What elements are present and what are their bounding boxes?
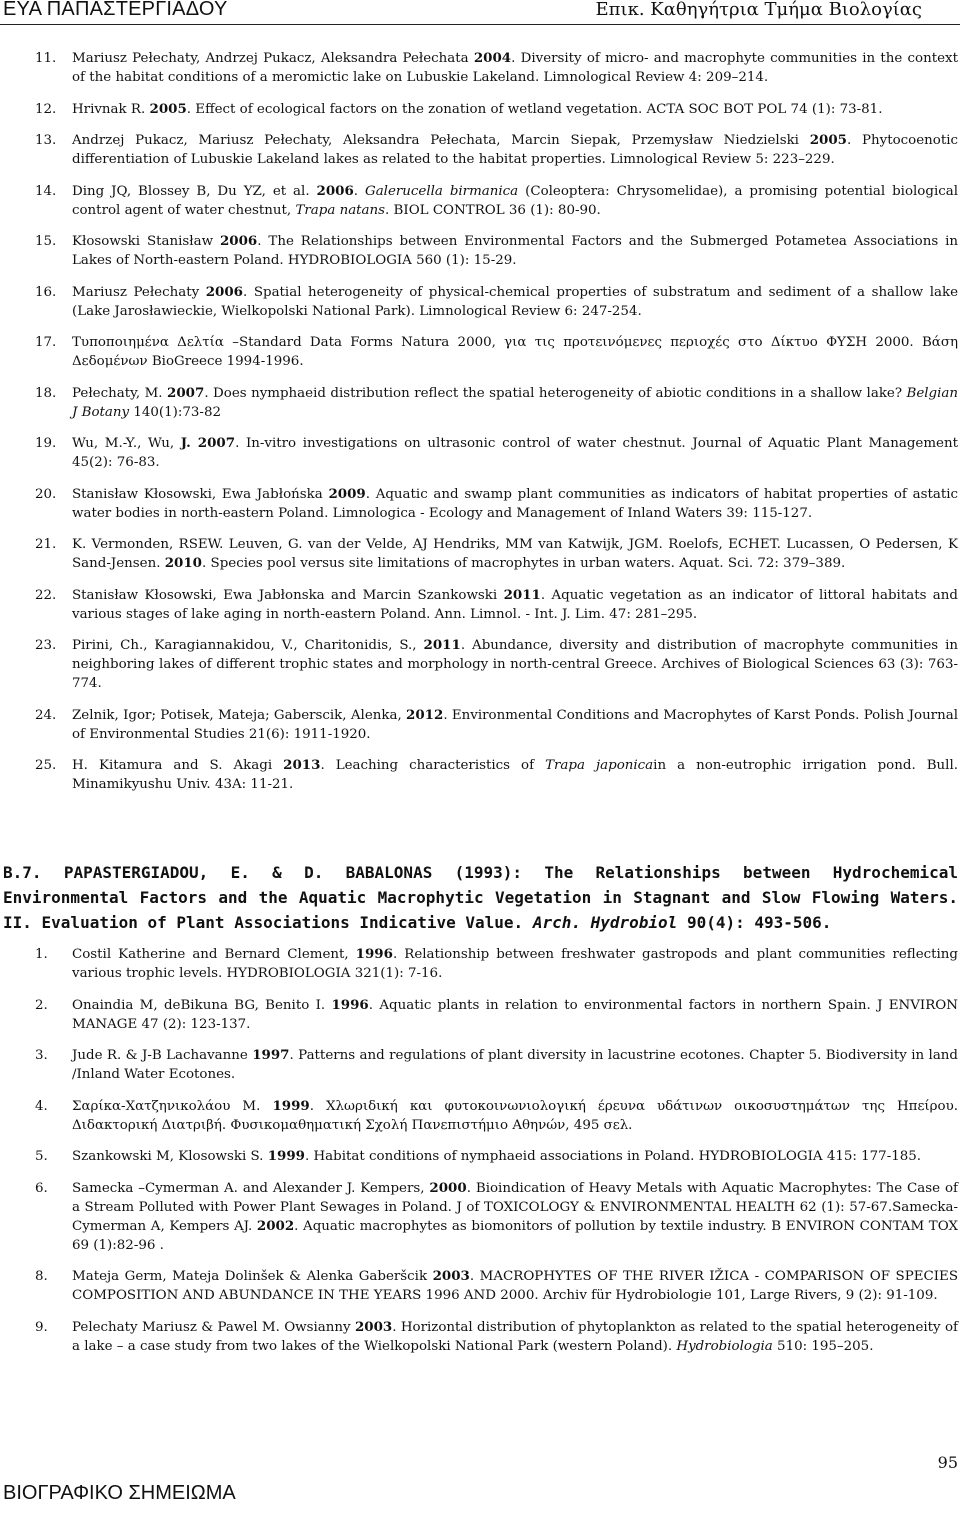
reference-item bbox=[35, 1318, 958, 1356]
reference-item bbox=[35, 283, 958, 321]
reference-number: 21. bbox=[35, 537, 57, 552]
ref-text: . Relationship between freshwater gastropods and plant communities reflecting various trophic levels. HYDROBIOLOGIA 321(1): 7-16. bbox=[72, 947, 958, 981]
ref-text: Pirini, Ch., Karagiannakidou, V., Charitonidis, S., bbox=[72, 638, 424, 653]
reference-item bbox=[35, 636, 958, 693]
ref-year: 2009 bbox=[328, 485, 366, 502]
header-author: ΕΥΑ ΠΑΠΑΣΤΕΡΓΙΑΔΟΥ bbox=[3, 0, 228, 20]
ref-text: Hrivnak R. bbox=[72, 101, 150, 117]
reference-item bbox=[35, 131, 958, 169]
reference-item bbox=[35, 1267, 958, 1305]
ref-text: Andrzej Pukacz, Mariusz Pełechaty, Aleksandra Pełechata, Marcin Siepak, Przemysław Niedzielski bbox=[72, 133, 810, 148]
reference-text bbox=[72, 182, 958, 220]
ref-text: B.7. PAPASTERGIADOU, E. & D. BABALONAS (1993): The Relationships between Hydrochemical Environmental Factors and the Aquatic Macrophytic Vegetation in Stagnant and Slow Flowing Waters. II. Evaluation of Plant Associations Indicative Value. bbox=[3, 863, 958, 932]
ref-italic: Galerucella birmanica bbox=[365, 183, 519, 199]
ref-text: . Horizontal distribution of phytoplankton as related to the spatial heterogeneity of a lake – a case study from two lakes of the Wielkopolski National Park (western Poland). bbox=[72, 1319, 958, 1354]
ref-year: 2007 bbox=[167, 384, 205, 401]
ref-text: . bbox=[353, 183, 365, 199]
ref-text: K. Vermonden, RSEW. Leuven, G. van der Velde, AJ Hendriks, MM van Katwijk, JGM. Roelofs, ECHET. Lucassen, O Pedersen, K Sand-Jensen. bbox=[72, 537, 958, 571]
reference-item bbox=[35, 49, 958, 87]
ref-year: 2011 bbox=[503, 586, 541, 603]
ref-text: . Habitat conditions of nymphaeid associations in Poland. HYDROBIOLOGIA 415: 177-185. bbox=[304, 1149, 922, 1164]
reference-text bbox=[72, 232, 958, 270]
ref-text: Costil Katherine and Bernard Clement, bbox=[72, 947, 356, 962]
reference-text bbox=[72, 756, 958, 794]
ref-year: 2011 bbox=[423, 637, 461, 653]
ref-year: 2005 bbox=[149, 100, 187, 117]
ref-italic: Trapa japonica bbox=[545, 758, 654, 773]
ref-text: 140(1):73-82 bbox=[129, 404, 221, 420]
ref-text: . Abundance, diversity and distribution of macrophyte communities in neighboring lakes of different trophic states and morphology in north-central Greece. Archives of Biological Sciences 63 (3): 763-774. bbox=[72, 638, 958, 691]
reference-text bbox=[72, 535, 958, 573]
reference-item bbox=[35, 756, 958, 794]
reference-text bbox=[72, 996, 958, 1034]
ref-text: . MACROPHYTES OF THE RIVER IŽICA - COMPARISON OF SPECIES COMPOSITION AND ABUNDANCE IN THE YEARS 1996 AND 2000. Archiv für Hydrobiologie 101, Large Rivers, 9 (2): 91-109. bbox=[72, 1269, 958, 1303]
ref-text: . Bioindication of Heavy Metals with Aquatic Macrophytes: The Case of a Stream Polluted with Power Plant Sewages in Poland. J of TOXICOLOGY & ENVIRONMENTAL HEALTH 62 (1): 57-67.Samecka-Cymerman A, Kempers AJ. bbox=[72, 1180, 958, 1234]
reference-number: 3. bbox=[35, 1048, 48, 1063]
reference-text bbox=[72, 1097, 958, 1135]
ref-text: Σαρίκα-Χατζηνικολάου Μ. bbox=[72, 1098, 273, 1114]
ref-text: . Aquatic plants in relation to environmental factors in northern Spain. J ENVIRON MANAGE 47 (2): 123-137. bbox=[72, 997, 958, 1032]
ref-year: 2012 bbox=[406, 706, 444, 723]
reference-item bbox=[35, 384, 958, 422]
ref-text: Kłosowski Stanisław bbox=[72, 234, 220, 249]
reference-item bbox=[35, 182, 958, 220]
ref-year: 2010 bbox=[164, 555, 203, 571]
ref-text: . Spatial heterogeneity of physical-chemical properties of substratum and sediment of a shallow lake (Lake Jarosławieckie, Wielkopolski National Park). Limnological Review 6: 247-254. bbox=[72, 284, 959, 319]
ref-year: 1999 bbox=[267, 1148, 305, 1164]
reference-number: 23. bbox=[35, 638, 57, 653]
header-position: Επικ. Καθηγήτρια Τμήμα Βιολογίας bbox=[595, 0, 922, 20]
reference-text bbox=[72, 283, 958, 321]
reference-number: 13. bbox=[35, 133, 57, 148]
reference-text bbox=[72, 945, 958, 983]
reference-item bbox=[35, 434, 958, 472]
ref-text: Mateja Germ, Mateja Dolinšek & Alenka Gaberšcik bbox=[72, 1269, 433, 1284]
reference-number: 17. bbox=[35, 335, 57, 350]
page-header bbox=[0, 0, 960, 25]
ref-text: H. Kitamura and S. Akagi bbox=[72, 758, 284, 773]
ref-text: . Phytocoenotic differentiation of Lubuskie Lakeland lakes as related to the habitat properties. Limnological Review 5: 223–229. bbox=[72, 133, 958, 167]
reference-number: 20. bbox=[35, 486, 57, 502]
reference-item bbox=[35, 996, 958, 1034]
reference-list-2 bbox=[35, 945, 958, 1368]
ref-text: . In-vitro investigations on ultrasonic control of water chestnut. Journal of Aquatic Plant Management 45(2): 76-83. bbox=[72, 436, 958, 470]
reference-number: 15. bbox=[35, 234, 57, 249]
ref-year: 2003 bbox=[432, 1268, 470, 1284]
ref-text: Wu, M.-Y., Wu, bbox=[72, 436, 181, 451]
section-title bbox=[3, 860, 958, 935]
reference-item bbox=[35, 586, 958, 624]
reference-text bbox=[72, 1267, 958, 1305]
reference-text bbox=[72, 49, 958, 87]
ref-year: 2005 bbox=[809, 132, 847, 148]
reference-text bbox=[72, 636, 958, 693]
ref-text: . BIOL CONTROL 36 (1): 80-90. bbox=[385, 202, 601, 218]
ref-year: 2013 bbox=[283, 757, 321, 773]
reference-text bbox=[72, 1046, 958, 1084]
ref-italic: Hydrobiologia bbox=[676, 1338, 773, 1354]
ref-text: 510: 195–205. bbox=[772, 1338, 874, 1354]
ref-year: 2006 bbox=[316, 182, 354, 199]
ref-text: . Effect of ecological factors on the zonation of wetland vegetation. ACTA SOC BOT POL 74 (1): 73-81. bbox=[186, 101, 883, 117]
ref-text: . Leaching characteristics of bbox=[320, 758, 546, 773]
ref-text: . Species pool versus site limitations of macrophytes in urban waters. Aquat. Sci. 72: 379–389. bbox=[202, 556, 846, 571]
ref-italic: Arch. Hydrobiol bbox=[532, 913, 678, 932]
reference-number: 1. bbox=[35, 947, 48, 962]
reference-number: 8. bbox=[35, 1269, 48, 1284]
reference-text bbox=[72, 586, 958, 624]
ref-text: Stanisław Kłosowski, Ewa Jabłonska and Marcin Szankowski bbox=[72, 587, 504, 603]
reference-number: 9. bbox=[35, 1319, 48, 1335]
reference-number: 25. bbox=[35, 758, 57, 773]
ref-text: Samecka –Cymerman A. and Alexander J. Kempers, bbox=[72, 1180, 430, 1196]
ref-text: . Aquatic vegetation as an indicator of littoral habitats and various stages of lake aging in north-eastern Poland. Ann. Limnol. - Int. J. Lim. 47: 281–295. bbox=[72, 587, 958, 622]
reference-item bbox=[35, 1046, 958, 1084]
reference-number: 4. bbox=[35, 1098, 48, 1114]
ref-year: 2006 bbox=[205, 283, 243, 300]
ref-text: (Coleoptera: Chrysomelidae), a promising potential biological control agent of water chestnut, bbox=[72, 183, 958, 218]
ref-text: Zelnik, Igor; Potisek, Mateja; Gaberscik, Alenka, bbox=[72, 707, 407, 723]
ref-year: 1996 bbox=[355, 946, 393, 962]
reference-item bbox=[35, 232, 958, 270]
ref-year: 1996 bbox=[331, 996, 369, 1013]
ref-text: . Aquatic and swamp plant communities as indicators of habitat properties of astatic water bodies in north-eastern Poland. Limnologica - Ecology and Management of Inland Waters 39: 115-127. bbox=[72, 486, 958, 521]
ref-text: . Does nymphaeid distribution reflect the spatial heterogeneity of abiotic conditions in a shallow lake? bbox=[204, 385, 907, 401]
ref-text: Stanisław Kłosowski, Ewa Jabłońska bbox=[72, 486, 329, 502]
ref-text: . Χλωριδική και φυτοκοινωνιολογική έρευνα υδάτινων οικοσυστημάτων της Ηπείρου. Διδακτορική Διατριβή. Φυσικομαθηματική Σχολή Πανεπιστήμιο Αθηνών, 495 σελ. bbox=[72, 1098, 958, 1133]
ref-year: 2002 bbox=[256, 1217, 295, 1234]
reference-number: 22. bbox=[35, 587, 57, 603]
ref-text: 90(4): 493-506. bbox=[677, 913, 832, 932]
reference-item bbox=[35, 1097, 958, 1135]
footer-title: ΒΙΟΓΡΑΦΙΚΟ ΣΗΜΕΙΩΜΑ bbox=[3, 1482, 236, 1504]
ref-text: Jude R. & J-B Lachavanne bbox=[72, 1048, 253, 1063]
reference-item bbox=[35, 945, 958, 983]
reference-text bbox=[72, 131, 958, 169]
ref-italic: Belgian J Botany bbox=[72, 385, 959, 420]
reference-list-1 bbox=[35, 49, 958, 807]
ref-text: Onaindia M, deBikuna BG, Benito I. bbox=[72, 997, 332, 1013]
reference-number: 18. bbox=[35, 385, 57, 401]
reference-text bbox=[72, 1179, 958, 1255]
ref-text: in a non-eutrophic irrigation pond. Bull. Minamikyushu Univ. 43A: 11-21. bbox=[72, 758, 959, 792]
reference-number: 14. bbox=[35, 183, 57, 199]
reference-item bbox=[35, 333, 958, 371]
reference-text bbox=[72, 333, 958, 371]
ref-text: Ding JQ, Blossey B, Du YZ, et al. bbox=[72, 183, 317, 199]
ref-year: J. 2007 bbox=[180, 435, 236, 451]
ref-text: Pełechaty, M. bbox=[72, 385, 168, 401]
reference-number: 16. bbox=[35, 284, 57, 300]
ref-text: . Environmental Conditions and Macrophytes of Karst Ponds. Polish Journal of Environmental Studies 21(6): 1911-1920. bbox=[72, 707, 958, 742]
reference-text bbox=[72, 100, 958, 119]
page-number: 95 bbox=[937, 1453, 958, 1472]
reference-number: 11. bbox=[35, 51, 57, 66]
ref-year: 2006 bbox=[219, 233, 258, 249]
reference-item bbox=[35, 100, 958, 119]
reference-number: 12. bbox=[35, 101, 57, 117]
ref-text: Τυποποιημένα Δελτία –Standard Data Forms Natura 2000, για τις προτεινόμενες περιοχές στο Δίκτυο ΦΥΣΗ 2000. Βάση Δεδομένων BioGreece 1994-1996. bbox=[72, 335, 958, 369]
ref-text: Szankowski M, Klosowski S. bbox=[72, 1149, 268, 1164]
reference-number: 2. bbox=[35, 997, 48, 1013]
ref-year: 1997 bbox=[252, 1047, 290, 1063]
reference-text bbox=[72, 1147, 958, 1166]
ref-italic: Trapa natans bbox=[295, 202, 386, 218]
reference-item bbox=[35, 1147, 958, 1166]
ref-year: 2004 bbox=[473, 50, 512, 66]
reference-text bbox=[72, 706, 958, 744]
ref-text: Mariusz Pełechaty, Andrzej Pukacz, Aleksandra Pełechata bbox=[72, 51, 474, 66]
ref-text: . Diversity of micro- and macrophyte communities in the context of the habitat conditions of a meromictic lake on Lubuskie Lakeland. Limnological Review 4: 209–214. bbox=[72, 51, 958, 85]
ref-text: Pelechaty Mariusz & Pawel M. Owsianny bbox=[72, 1319, 355, 1335]
reference-item bbox=[35, 706, 958, 744]
reference-number: 6. bbox=[35, 1180, 48, 1196]
reference-item bbox=[35, 485, 958, 523]
reference-number: 5. bbox=[35, 1149, 48, 1164]
ref-year: 2003 bbox=[354, 1318, 393, 1335]
ref-text: . Aquatic macrophytes as biomonitors of pollution by textile industry. B ENVIRON CONTAM TOX 69 (1):82-96 . bbox=[72, 1218, 958, 1253]
ref-text: . Patterns and regulations of plant diversity in lacustrine ecotones. Chapter 5. Biodiversity in land /Inland Water Ecotones. bbox=[72, 1048, 958, 1082]
reference-text bbox=[72, 384, 958, 422]
reference-text bbox=[72, 434, 958, 472]
ref-year: 2000 bbox=[429, 1179, 467, 1196]
reference-number: 19. bbox=[35, 436, 57, 451]
reference-text bbox=[72, 1318, 958, 1356]
reference-text bbox=[72, 485, 958, 523]
ref-year: 1999 bbox=[272, 1097, 310, 1114]
reference-number: 24. bbox=[35, 707, 57, 723]
ref-text: Mariusz Pełechaty bbox=[72, 284, 206, 300]
reference-item bbox=[35, 535, 958, 573]
ref-text: . The Relationships between Environmental Factors and the Submerged Potametea Associations in Lakes of North-eastern Poland. HYDROBIOLOGIA 560 (1): 15-29. bbox=[72, 234, 958, 268]
reference-item bbox=[35, 1179, 958, 1255]
